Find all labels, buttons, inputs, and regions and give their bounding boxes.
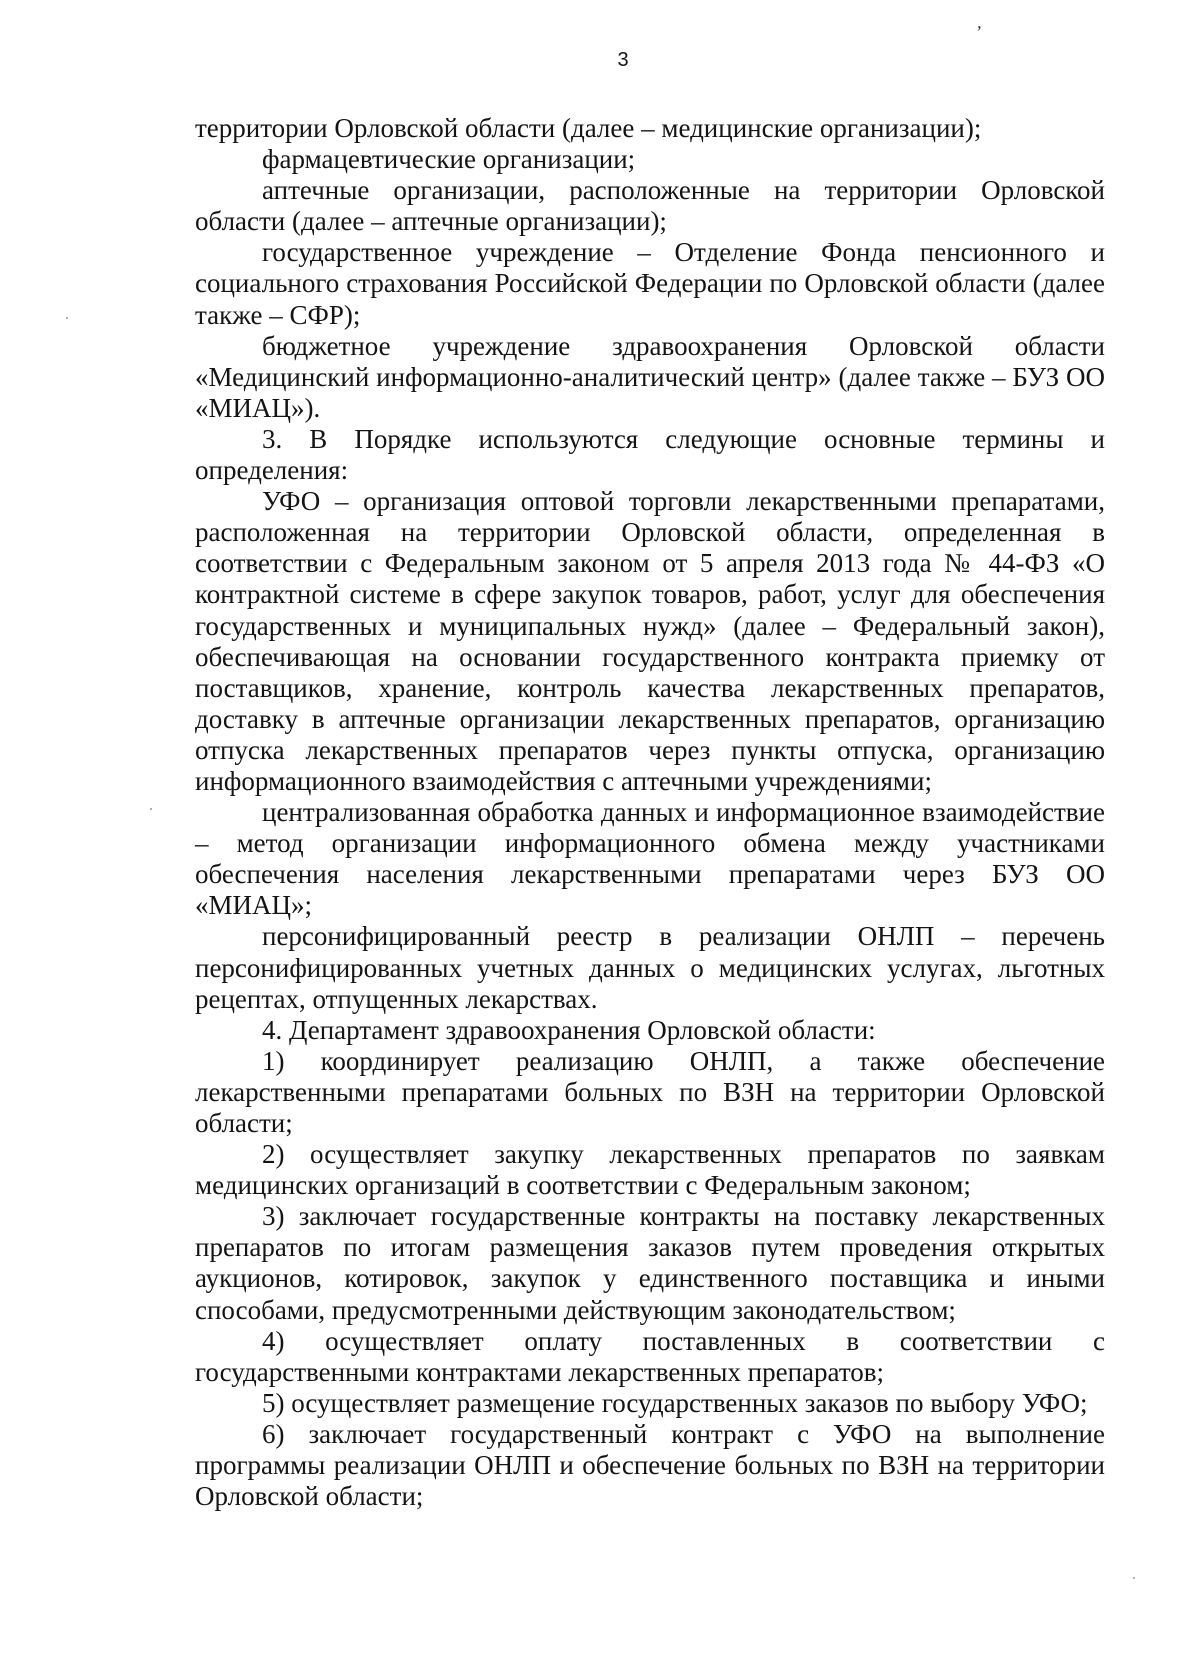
page-number: 3 [617, 49, 629, 71]
paragraph: 4) осуществляет оплату поставленных в соответствии с государственными контрактами лекарственных препаратов; [195, 1325, 1105, 1387]
document-body [195, 113, 1105, 1512]
paragraph: фармацевтические организации; [262, 144, 636, 175]
corner-mark: ʼ [975, 22, 981, 42]
paragraph: 2) осуществляет закупку лекарственных препаратов по заявкам медицинских организаций в соответствии с Федеральным законом; [195, 1139, 1105, 1201]
paragraph: 1) координирует реализацию ОНЛП, а также обеспечение лекарственными препаратами больных по ВЗН на территории Орловской области; [195, 1045, 1105, 1138]
paragraph: 3. В Порядке используются следующие основные термины и определения: [195, 423, 1105, 486]
paragraph: УФО – организация оптовой торговли лекарственными препаратами, расположенная на территории Орловской области, определенная в соответствии с Федеральным законом от 5 апреля 2013 года № 44-ФЗ «О контрактной системе в сфере закупок товаров, работ, услуг для обеспечения государственных и муниципальных нужд» (далее – Федеральный закон), обеспечивающая на основании государственного контракта приемку от поставщиков, хранение, контроль качества лекарственных препаратов, доставку в аптечные организации лекарственных препаратов, организацию отпуска лекарственных препаратов через пункты отпуска, организацию информационного взаимодействия с аптечными учреждениями; [195, 486, 1105, 796]
paragraph: 4. Департамент здравоохранения Орловской области: [262, 1014, 876, 1045]
scan-speck [66, 317, 68, 319]
paragraph-continuation: территории Орловской области (далее – медицинские организации); [195, 113, 982, 143]
paragraph: государственное учреждение – Отделение Фонда пенсионного и социального страхования Российской Федерации по Орловской области (далее также – СФР); [195, 237, 1105, 330]
paragraph: 3) заключает государственные контракты на поставку лекарственных препаратов по итогам размещения заказов путем проведения открытых аукционов, котировок, закупок у единственного поставщика и иными способами, предусмотренными действующим законодательством; [195, 1201, 1105, 1325]
paragraph: централизованная обработка данных и информационное взаимодействие – метод организации информационного обмена между участниками обеспечения населения лекарственными препаратами через БУЗ ОО «МИАЦ»; [195, 797, 1105, 921]
paragraph: 6) заключает государственный контракт с УФО на выполнение программы реализации ОНЛП и обеспечение больных по ВЗН на территории Орловской области; [195, 1418, 1105, 1512]
paragraph: бюджетное учреждение здравоохранения Орловской области «Медицинский информационно-аналитический центр» (далее также – БУЗ ОО «МИАЦ»). [195, 330, 1105, 423]
paragraph: персонифицированный реестр в реализации ОНЛП – перечень персонифицированных учетных данных о медицинских услугах, льготных рецептах, отпущенных лекарствах. [195, 921, 1105, 1014]
scan-speck [1133, 1577, 1135, 1579]
paragraph: аптечные организации, расположенные на территории Орловской области (далее – аптечные организации); [195, 175, 1105, 237]
scan-speck [150, 808, 152, 810]
paragraph: 5) осуществляет размещение государственных заказов по выбору УФО; [262, 1387, 1088, 1418]
